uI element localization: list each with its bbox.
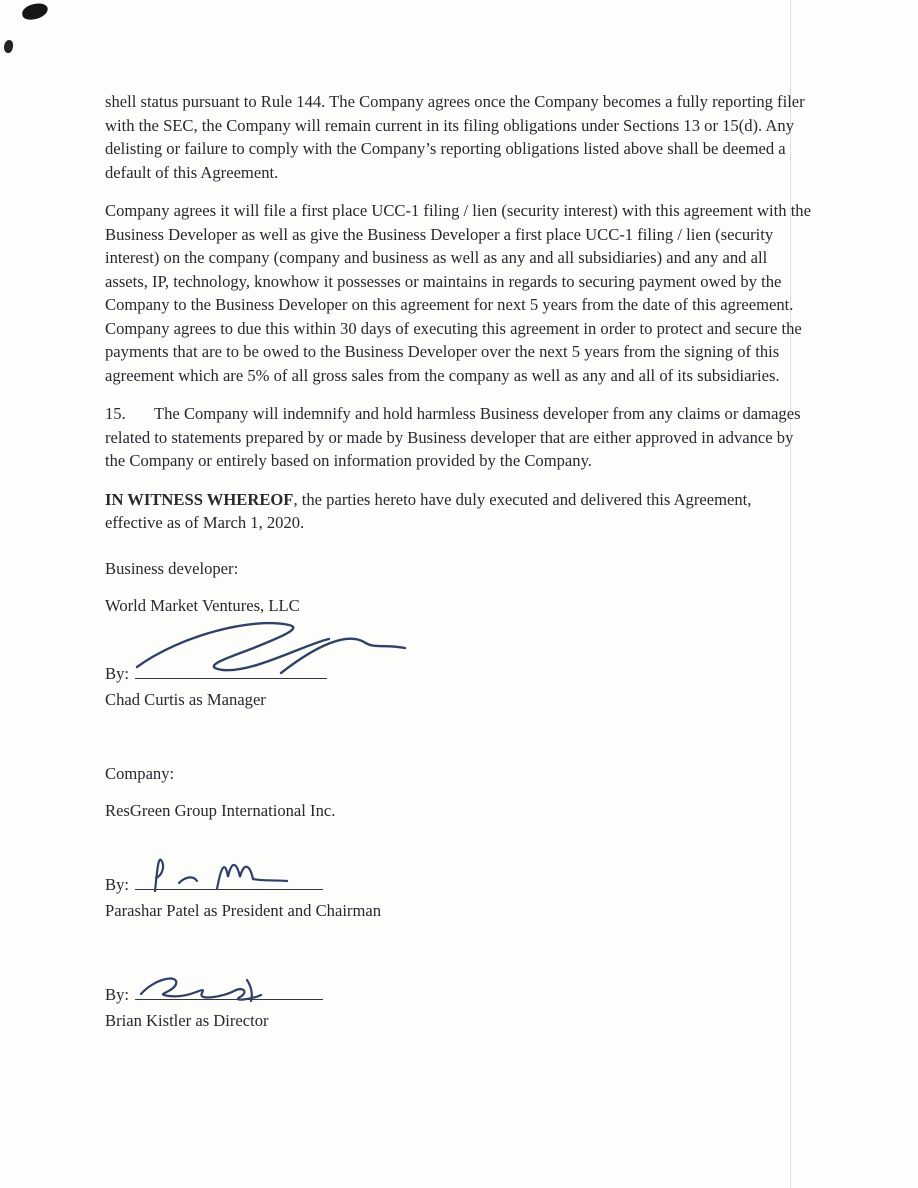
signature-underline bbox=[135, 984, 323, 1000]
witness-whereof-bold: IN WITNESS WHEREOF bbox=[105, 489, 294, 509]
document-body bbox=[105, 90, 812, 1033]
paragraph-rule-144: shell status pursuant to Rule 144. The Company agrees once the Company becomes a fully reporting filer with the SEC, the Company will remain current in its filing obligations under Sections 13 or 15(d). Any delisting or failure to comply with the Company’s reporting obligations listed above shall be deemed a default of this Agreement. bbox=[105, 92, 805, 182]
company-label: Company: bbox=[105, 763, 175, 783]
scan-artifact-mark bbox=[3, 39, 15, 54]
company-signer-1-title: Parashar Patel as President and Chairman bbox=[105, 901, 382, 920]
by-label: By: bbox=[105, 663, 129, 683]
scan-artifact-mark bbox=[21, 2, 49, 21]
company-signer-2-title: Brian Kistler as Director bbox=[105, 1011, 269, 1030]
business-developer-signer-title: Chad Curtis as Manager bbox=[105, 690, 266, 709]
paragraph-ucc-filing: Company agrees it will file a first place UCC-1 filing / lien (security interest) with this agreement with the Business Developer as well as give the Business Developer a first place UCC-1 filing / lien (security interest) on the company (company and business as well as any and all subsidiaries) and any and all assets, IP, technology, knowhow it possesses or maintains in regards to securing payment owed by the Company to the Business Developer on this agreement for next 5 years from the date of this agreement. Company agrees to due this within 30 days of executing this agreement in order to protect and secure the payments that are to be owed to the Business Developer over the next 5 years from the signing of this agreement which are 5% of all gross sales from the company as well as any and all of its subsidiaries. bbox=[105, 201, 811, 385]
by-label: By: bbox=[105, 874, 129, 894]
signature-underline bbox=[135, 874, 323, 890]
business-developer-name: World Market Ventures, LLC bbox=[105, 596, 300, 615]
clause-number: 15. bbox=[105, 404, 126, 423]
signature-underline bbox=[135, 663, 327, 679]
company-signature-line-1 bbox=[105, 873, 812, 897]
company-name: ResGreen Group International Inc. bbox=[105, 801, 336, 820]
witness-whereof-rest: , the parties hereto have duly executed and delivered this Agreement, effective as of March 1, 2020. bbox=[105, 489, 752, 532]
by-label: By: bbox=[105, 984, 129, 1004]
business-developer-label: Business developer: bbox=[105, 558, 239, 578]
business-developer-signature-line bbox=[105, 662, 812, 686]
clause-text: The Company will indemnify and hold harmless Business developer from any claims or damages related to statements prepared by or made by Business developer that are either approved in advance by the Company or entirely based on information provided by the Company. bbox=[105, 404, 801, 470]
company-signature-line-2 bbox=[105, 983, 812, 1007]
paragraph-witness bbox=[105, 488, 812, 535]
paragraph-indemnification bbox=[105, 402, 812, 473]
